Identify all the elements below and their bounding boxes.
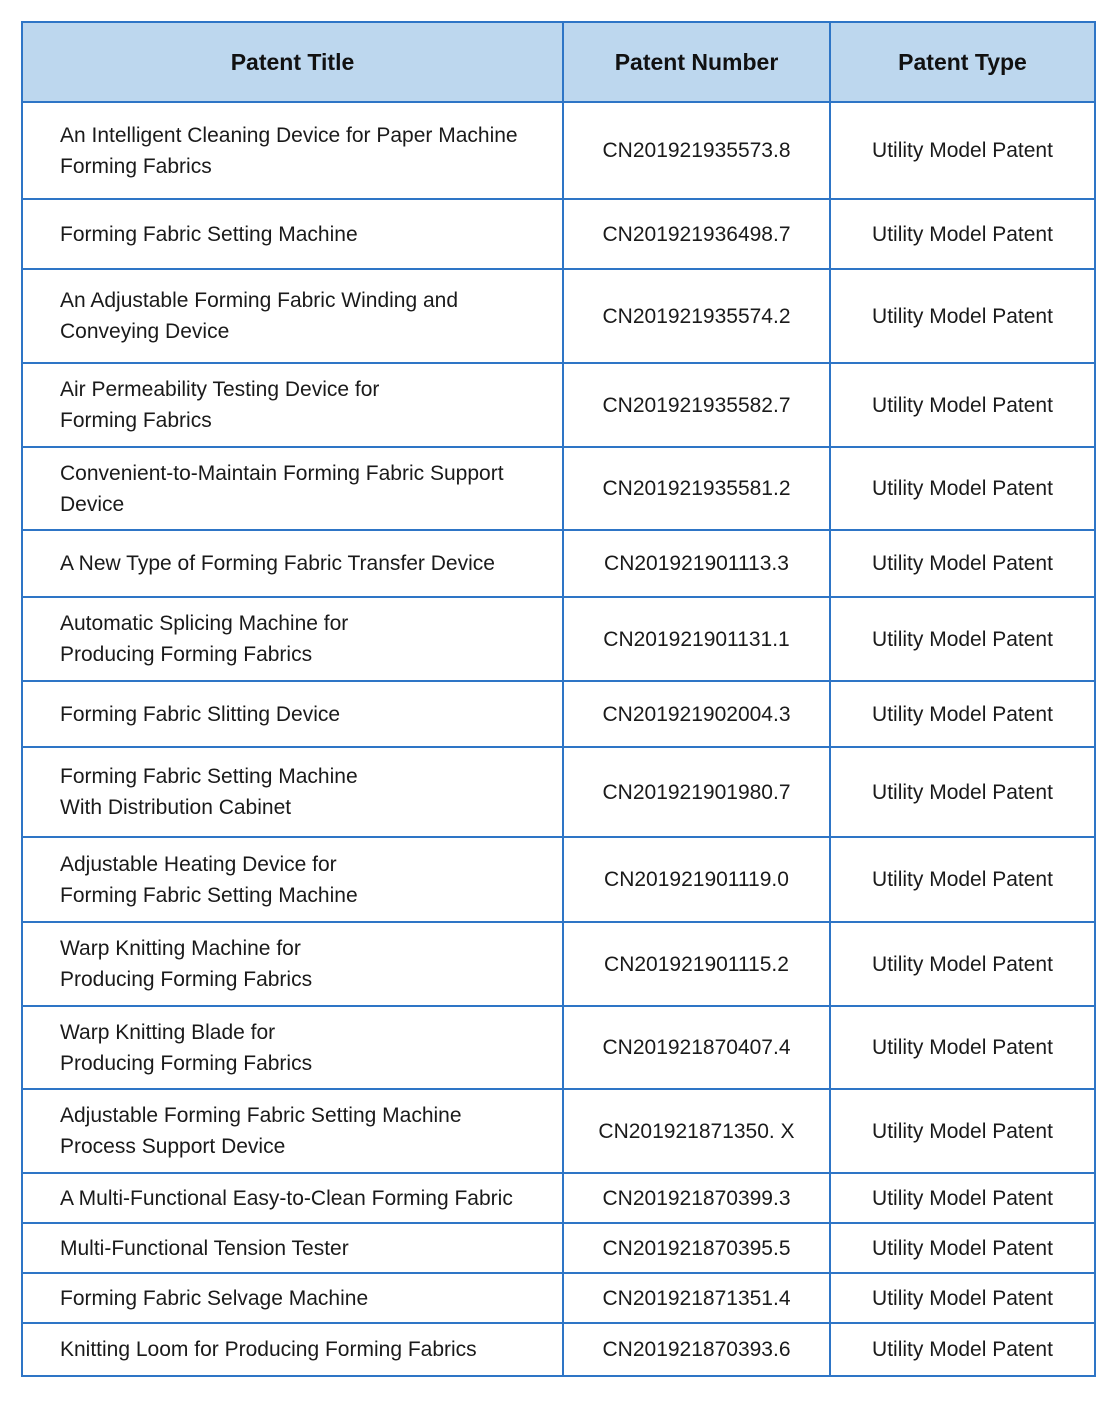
table-row [22,1089,1095,1173]
cell-patent-type: Utility Model Patent [830,530,1095,597]
table-row [22,199,1095,269]
table-row [22,363,1095,447]
cell-patent-title [22,1223,563,1273]
cell-patent-type: Utility Model Patent [830,447,1095,530]
patent-title-text: A New Type of Forming Fabric Transfer Device [60,552,495,575]
table-body [22,102,1095,1376]
cell-patent-number: CN201921935582.7 [563,363,830,447]
cell-patent-number: CN201921870395.5 [563,1223,830,1273]
header-patent-number: Patent Number [563,22,830,102]
header-patent-title: Patent Title [22,22,563,102]
table-row [22,1173,1095,1223]
cell-patent-title [22,1323,563,1376]
cell-patent-type: Utility Model Patent [830,922,1095,1006]
cell-patent-type: Utility Model Patent [830,1089,1095,1173]
patent-table-container [21,21,1094,1377]
cell-patent-number: CN201921901113.3 [563,530,830,597]
cell-patent-type: Utility Model Patent [830,1173,1095,1223]
cell-patent-title [22,681,563,747]
cell-patent-title [22,1273,563,1323]
cell-patent-title [22,837,563,922]
patent-title-text: Forming Fabric Setting Machine [60,222,358,246]
table-row [22,837,1095,922]
patent-title-text: Adjustable Heating Device for Forming Fabric Setting Machine [60,852,358,907]
cell-patent-type: Utility Model Patent [830,837,1095,922]
patent-title-text: An Intelligent Cleaning Device for Paper Machine Forming Fabrics [60,123,518,178]
table-row [22,530,1095,597]
cell-patent-type: Utility Model Patent [830,269,1095,363]
table-row [22,1006,1095,1089]
cell-patent-number: CN201921901119.0 [563,837,830,922]
cell-patent-type: Utility Model Patent [830,1223,1095,1273]
cell-patent-number: CN201921870393.6 [563,1323,830,1376]
table-header [22,22,1095,102]
patent-title-text: Adjustable Forming Fabric Setting Machine Process Support Device [60,1104,462,1158]
patent-title-text: Air Permeability Testing Device for Forming Fabrics [60,378,380,432]
table-row [22,1273,1095,1323]
patent-title-text: Knitting Loom for Producing Forming Fabrics [60,1338,477,1361]
patent-table [21,21,1096,1377]
cell-patent-number: CN201921935581.2 [563,447,830,530]
cell-patent-number: CN201921901131.1 [563,597,830,681]
cell-patent-title [22,1006,563,1089]
table-row [22,447,1095,530]
patent-title-text: Warp Knitting Machine for Producing Forming Fabrics [60,937,313,991]
table-row [22,102,1095,199]
cell-patent-type: Utility Model Patent [830,1273,1095,1323]
cell-patent-type: Utility Model Patent [830,363,1095,447]
cell-patent-type: Utility Model Patent [830,747,1095,837]
cell-patent-type: Utility Model Patent [830,597,1095,681]
table-row [22,681,1095,747]
table-row [22,747,1095,837]
patent-title-text: Forming Fabric Slitting Device [60,702,341,726]
cell-patent-number: CN201921936498.7 [563,199,830,269]
patent-title-text: Forming Fabric Setting Machine With Distribution Cabinet [60,765,358,819]
table-row [22,269,1095,363]
cell-patent-title [22,922,563,1006]
patent-title-text: Forming Fabric Selvage Machine [60,1286,369,1310]
cell-patent-title [22,1089,563,1173]
patent-title-text: Warp Knitting Blade for Producing Forming Fabrics [60,1020,313,1075]
cell-patent-title [22,199,563,269]
cell-patent-title [22,1173,563,1223]
cell-patent-number: CN201921871351.4 [563,1273,830,1323]
cell-patent-type: Utility Model Patent [830,199,1095,269]
cell-patent-title [22,363,563,447]
cell-patent-number: CN201921870399.3 [563,1173,830,1223]
header-patent-type: Patent Type [830,22,1095,102]
table-row [22,597,1095,681]
patent-title-text: An Adjustable Forming Fabric Winding and Conveying Device [60,289,459,343]
table-row [22,1323,1095,1376]
table-row [22,1223,1095,1273]
patent-title-text: Convenient-to-Maintain Forming Fabric Support Device [60,461,504,516]
cell-patent-title [22,747,563,837]
cell-patent-title [22,447,563,530]
cell-patent-title [22,102,563,199]
cell-patent-title [22,269,563,363]
cell-patent-number: CN201921901115.2 [563,922,830,1006]
table-row [22,922,1095,1006]
header-row [22,22,1095,102]
cell-patent-type: Utility Model Patent [830,1323,1095,1376]
cell-patent-number: CN201921902004.3 [563,681,830,747]
cell-patent-number: CN201921870407.4 [563,1006,830,1089]
patent-title-text: A Multi-Functional Easy-to-Clean Forming Fabric [60,1186,513,1210]
cell-patent-number: CN201921901980.7 [563,747,830,837]
cell-patent-number: CN201921935573.8 [563,102,830,199]
cell-patent-title [22,597,563,681]
patent-title-text: Multi-Functional Tension Tester [60,1236,349,1260]
cell-patent-number: CN201921935574.2 [563,269,830,363]
cell-patent-title [22,530,563,597]
cell-patent-number: CN201921871350. X [563,1089,830,1173]
cell-patent-type: Utility Model Patent [830,102,1095,199]
cell-patent-type: Utility Model Patent [830,1006,1095,1089]
cell-patent-type: Utility Model Patent [830,681,1095,747]
patent-title-text: Automatic Splicing Machine for Producing Forming Fabrics [60,612,349,666]
